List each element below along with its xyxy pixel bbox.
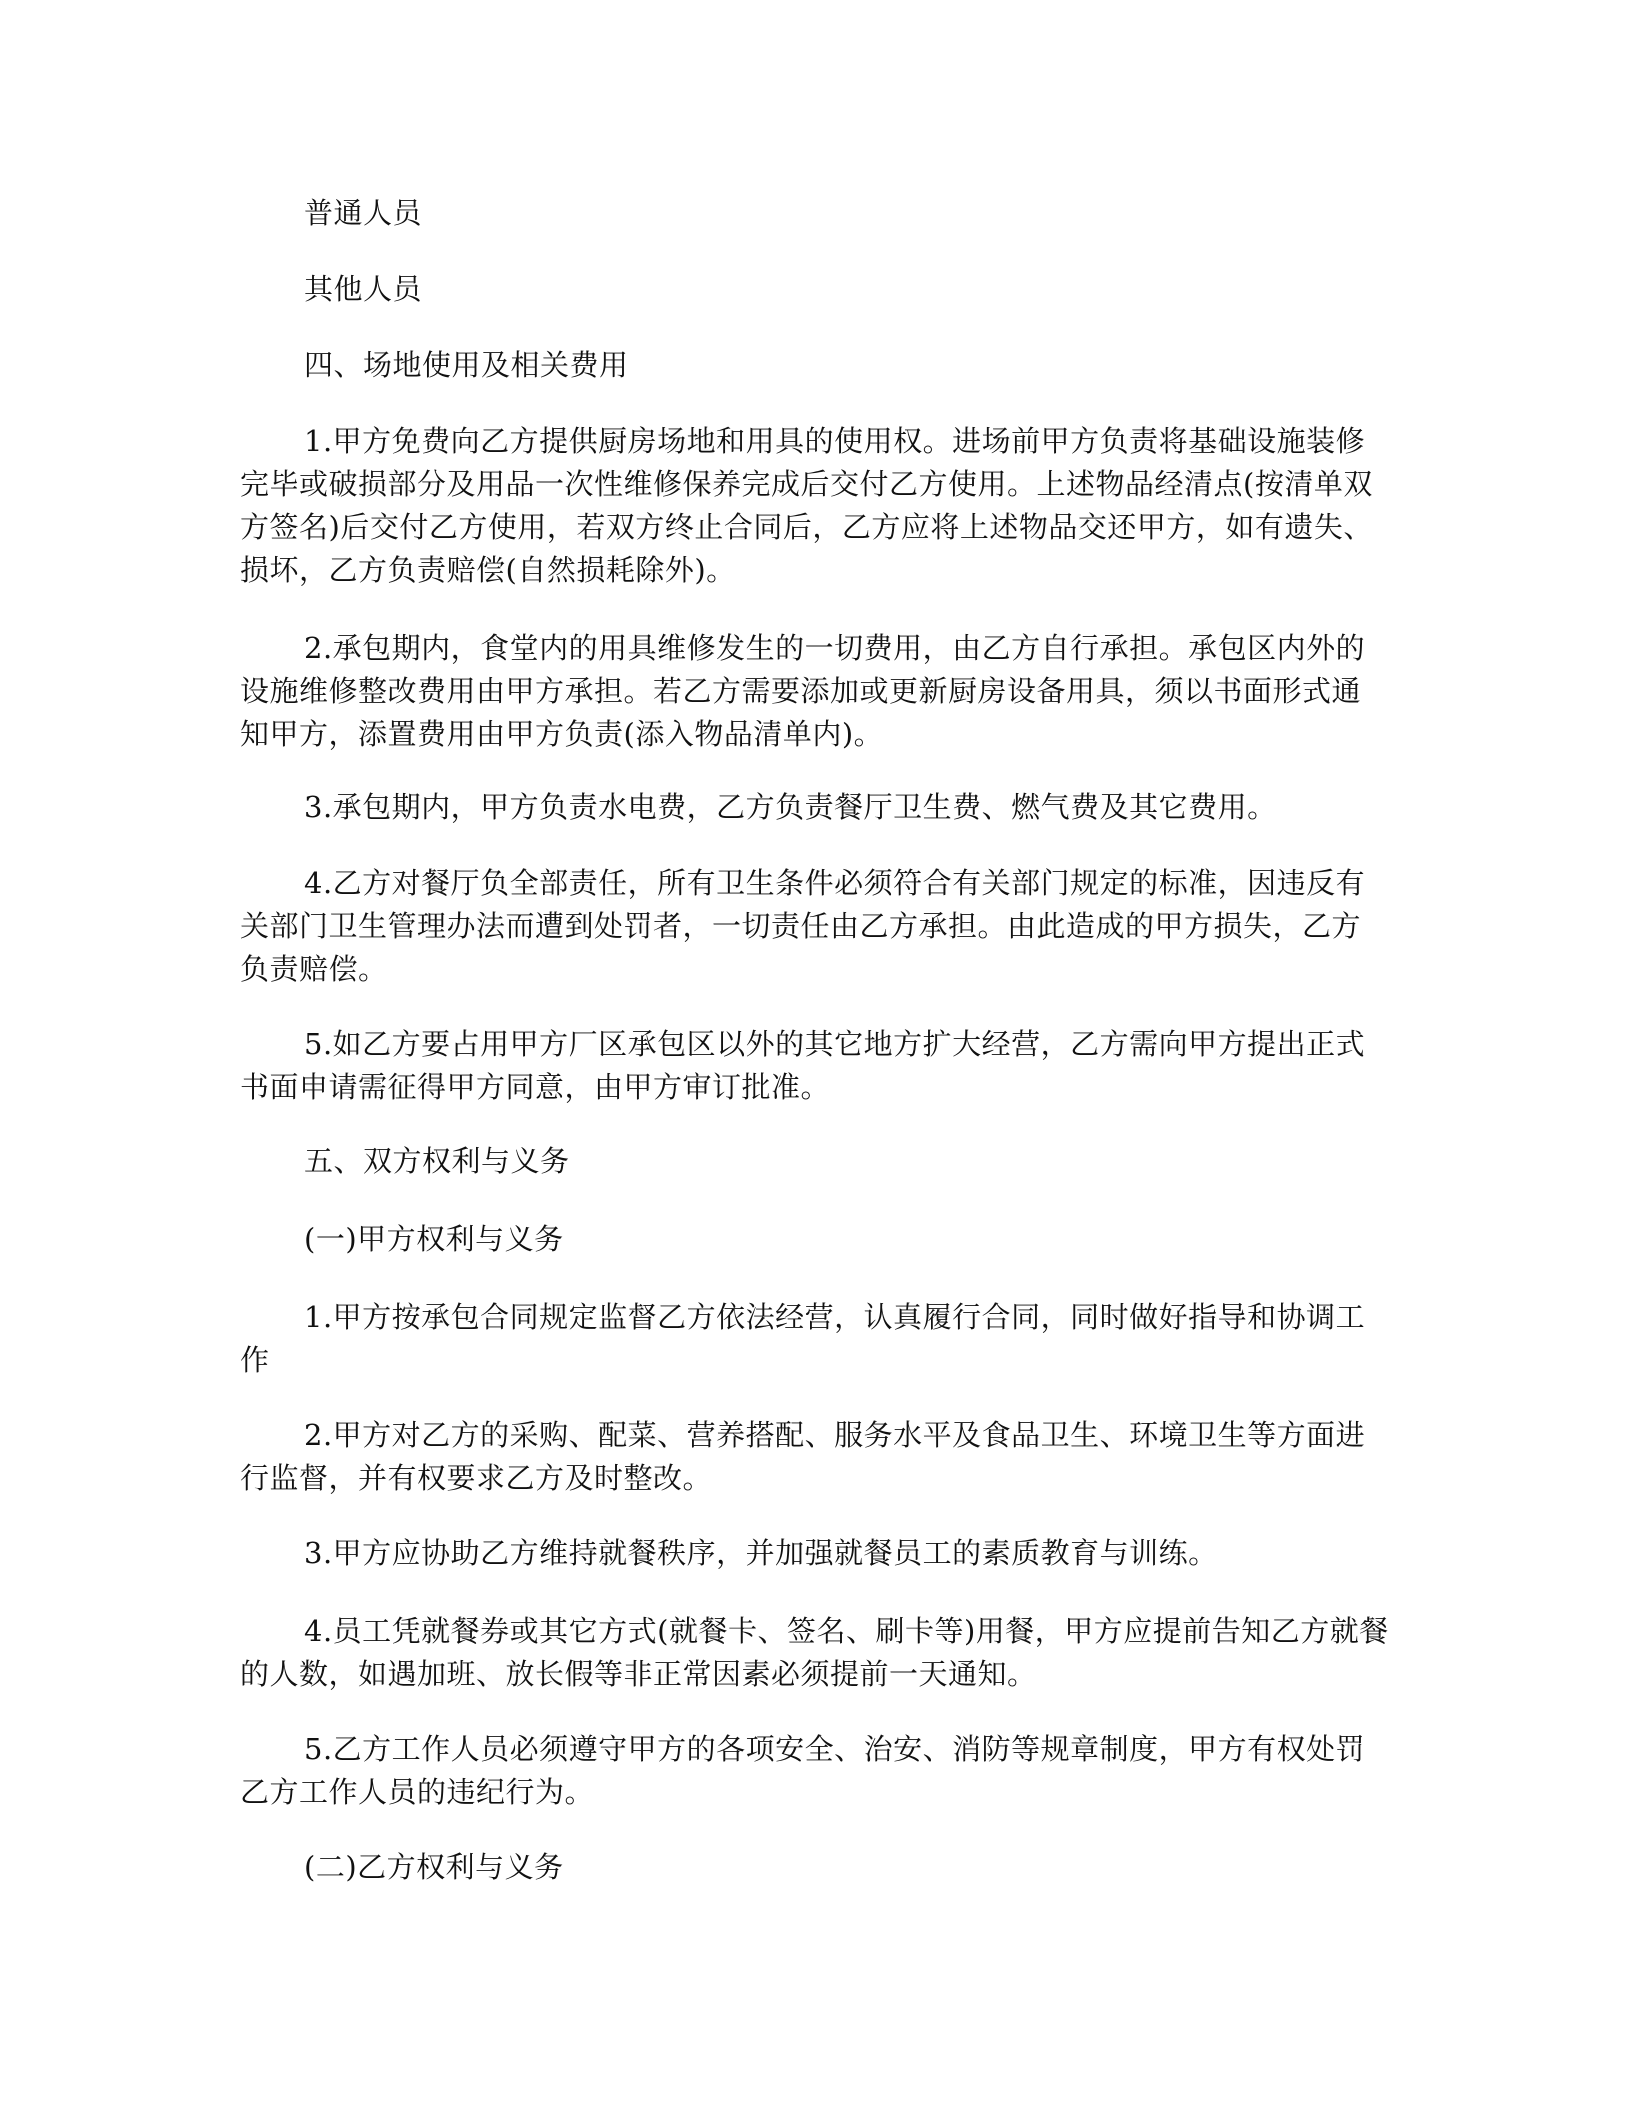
list-item-ordinary-staff: 普通人员 — [304, 196, 423, 230]
subsection-heading-party-a: (一)甲方权利与义务 — [304, 1222, 564, 1256]
clause-5-a-1: 1.甲方按承包合同规定监督乙方依法经营，认真履行合同，同时做好指导和协调工作 — [240, 1300, 1366, 1377]
clause-4-3: 3.承包期内，甲方负责水电费，乙方负责餐厅卫生费、燃气费及其它费用。 — [304, 790, 1277, 824]
section-heading-4: 四、场地使用及相关费用 — [304, 348, 629, 382]
clause-5-a-2: 2.甲方对乙方的采购、配菜、营养搭配、服务水平及食品卫生、环境卫生等方面进行监督，并有权要求乙方及时整改。 — [240, 1418, 1366, 1495]
clause-5-a-4: 4.员工凭就餐券或其它方式(就餐卡、签名、刷卡等)用餐，甲方应提前告知乙方就餐的人数，如遇加班、放长假等非正常因素必须提前一天通知。 — [240, 1614, 1389, 1691]
section-heading-5: 五、双方权利与义务 — [304, 1144, 570, 1178]
clause-5-a-3: 3.甲方应协助乙方维持就餐秩序，并加强就餐员工的素质教育与训练。 — [304, 1536, 1218, 1570]
subsection-heading-party-b: (二)乙方权利与义务 — [304, 1850, 564, 1884]
list-item-other-staff: 其他人员 — [304, 272, 423, 306]
clause-4-5: 5.如乙方要占用甲方厂区承包区以外的其它地方扩大经营，乙方需向甲方提出正式书面申请需征得甲方同意，由甲方审订批准。 — [240, 1027, 1366, 1104]
clause-4-4: 4.乙方对餐厅负全部责任，所有卫生条件必须符合有关部门规定的标准，因违反有关部门卫生管理办法而遭到处罚者，一切责任由乙方承担。由此造成的甲方损失，乙方负责赔偿。 — [240, 866, 1366, 986]
clause-4-1: 1.甲方免费向乙方提供厨房场地和用具的使用权。进场前甲方负责将基础设施装修完毕或破损部分及用品一次性维修保养完成后交付乙方使用。上述物品经清点(按清单双方签名)后交付乙方使用，若双方终止合同后，乙方应将上述物品交还甲方，如有遗失、损坏，乙方负责赔偿(自然损耗除外)。 — [240, 424, 1373, 587]
clause-5-a-5: 5.乙方工作人员必须遵守甲方的各项安全、治安、消防等规章制度，甲方有权处罚乙方工作人员的违纪行为。 — [240, 1732, 1366, 1809]
clause-4-2: 2.承包期内，食堂内的用具维修发生的一切费用，由乙方自行承担。承包区内外的设施维修整改费用由甲方承担。若乙方需要添加或更新厨房设备用具，须以书面形式通知甲方，添置费用由甲方负责(添入物品清单内)。 — [240, 631, 1366, 751]
